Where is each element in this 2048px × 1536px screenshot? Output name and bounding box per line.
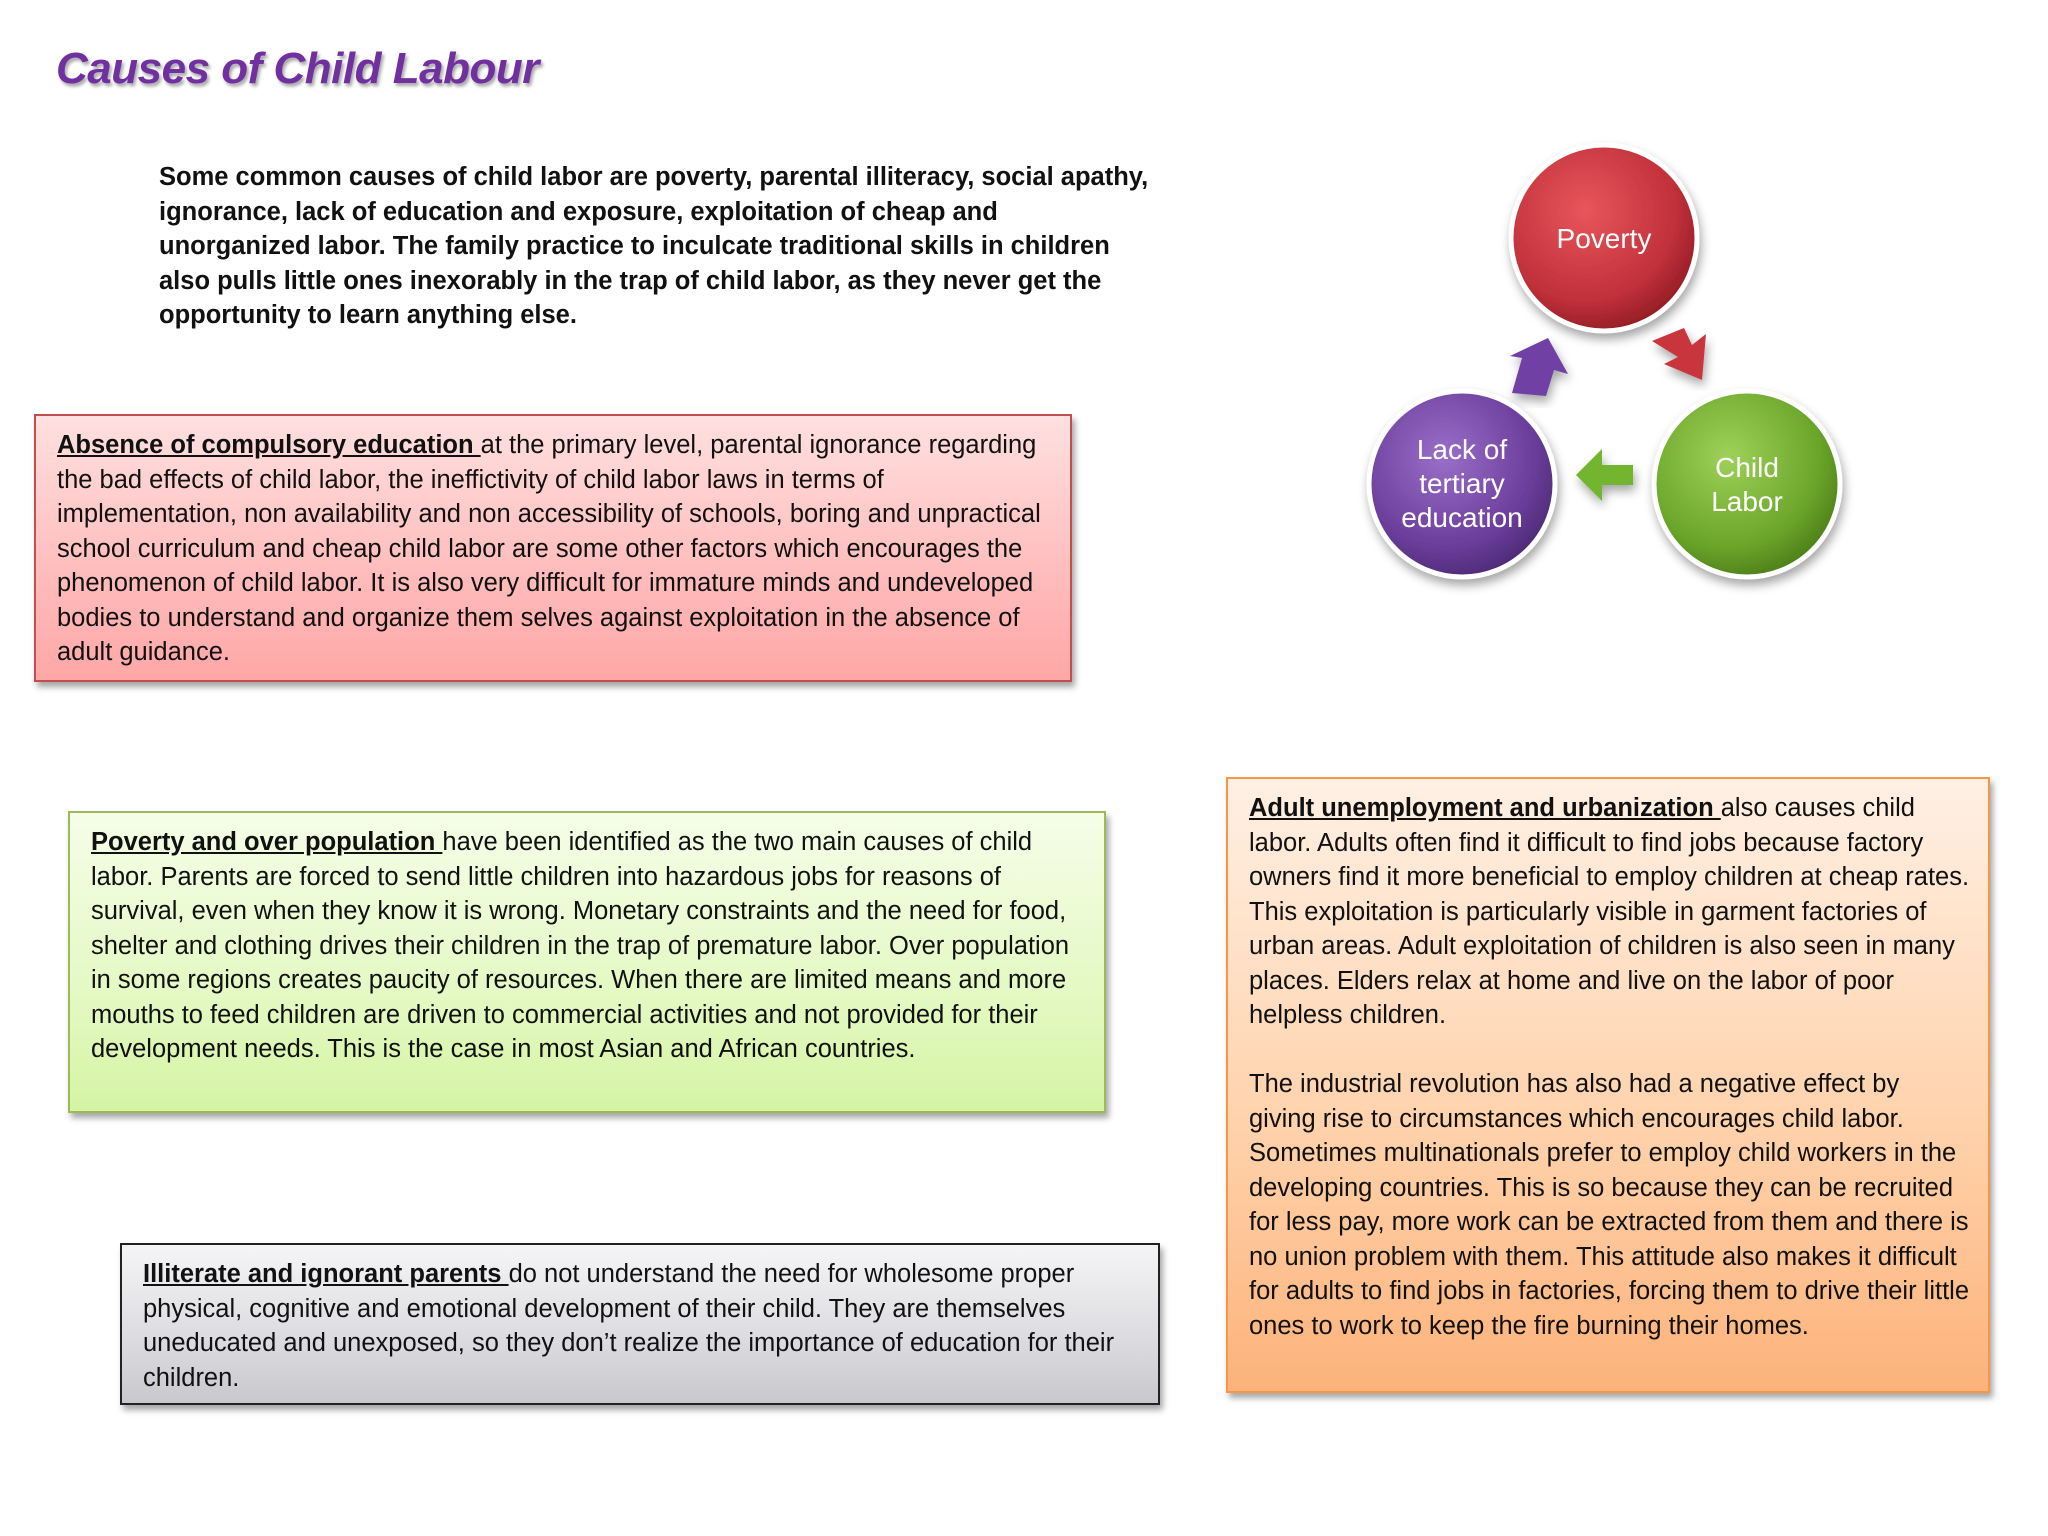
node-poverty-label: Poverty — [1556, 223, 1652, 254]
unemployment-heading: Adult unemployment and urbanization — [1249, 794, 1721, 822]
page-title: Causes of Child Labour — [56, 44, 539, 93]
parents-paragraph — [143, 1257, 1138, 1395]
arrow-education-to-poverty-icon — [1510, 338, 1568, 396]
node-education-label-1: Lack of — [1416, 434, 1508, 465]
industrial-revolution-paragraph: The industrial revolution has also had a negative effect by giving rise to circumstances which encourages child labor. Sometimes multinationals prefer to employ child workers in the developing countries. This is so because they can be recruited for less pay, more work can be extracted from them and there is no union problem with them. This attitude also makes it difficult for adults to find jobs in factories, forcing them to drive their little ones to work to keep the fire burning their homes. — [1249, 1070, 1970, 1340]
poverty-paragraph — [91, 825, 1084, 1067]
education-heading: Absence of compulsory education — [57, 431, 481, 459]
node-lack-of-education — [1369, 391, 1555, 577]
cycle-diagram — [1350, 128, 1870, 598]
education-box — [34, 414, 1072, 682]
arrow-child-labor-to-education-icon — [1576, 449, 1633, 501]
arrow-poverty-to-child-labor-icon — [1652, 328, 1706, 380]
unemployment-text: also causes child labor. Adults often find it difficult to find jobs because factory owners find it more beneficial to employ children at cheap rates. This exploitation is particularly visible in garment factories of urban areas. Adult exploitation of children is also seen in many places. Elders relax at home and live on the labor of poor helpless children. — [1249, 794, 1970, 1029]
intro-paragraph: Some common causes of child labor are poverty, parental illiteracy, social apathy, ignorance, lack of education and exposure, exploitation of cheap and unorganized labor. The family practice to inculcate traditional skills in children also pulls little ones inexorably in the trap of child labor, as they never get the opportunity to learn anything else. — [159, 163, 1149, 329]
parents-box — [120, 1243, 1160, 1405]
poverty-heading: Poverty and over population — [91, 828, 443, 856]
node-poverty — [1511, 145, 1697, 331]
education-text: at the primary level, parental ignorance regarding the bad effects of child labor, the ineffictivity of child labor laws in terms of implementation, non availability and non accessibility of schools, boring and unpractical school curriculum and cheap child labor are some other factors which encourages the phenomenon of child labor. It is also very difficult for immature minds and undeveloped bodies to understand and organize them selves against exploitation in the absence of adult guidance. — [57, 431, 1041, 666]
node-education-label-2: tertiary — [1419, 468, 1505, 499]
parents-heading: Illiterate and ignorant parents — [143, 1260, 509, 1288]
node-child-labor — [1654, 391, 1840, 577]
node-child-labor-label-1: Child — [1715, 452, 1779, 483]
node-education-label-3: education — [1401, 502, 1523, 533]
education-paragraph — [57, 428, 1050, 670]
unemployment-paragraph — [1249, 791, 1970, 1033]
poverty-text: have been identified as the two main causes of child labor. Parents are forced to send little children into hazardous jobs for reasons of survival, even when they know it is wrong. Monetary constraints and the need for food, shelter and clothing drives their children in the trap of premature labor. Over population in some regions creates paucity of resources. When there are limited means and more mouths to feed children are driven to commercial activities and not provided for their development needs. This is the case in most Asian and African countries. — [91, 828, 1070, 1063]
parents-text: do not understand the need for wholesome proper physical, cognitive and emotional development of their child. They are themselves uneducated and unexposed, so they don’t realize the importance of education for their children. — [143, 1260, 1115, 1392]
node-child-labor-label-2: Labor — [1711, 486, 1783, 517]
poverty-box — [68, 811, 1106, 1113]
unemployment-box — [1226, 777, 1990, 1393]
